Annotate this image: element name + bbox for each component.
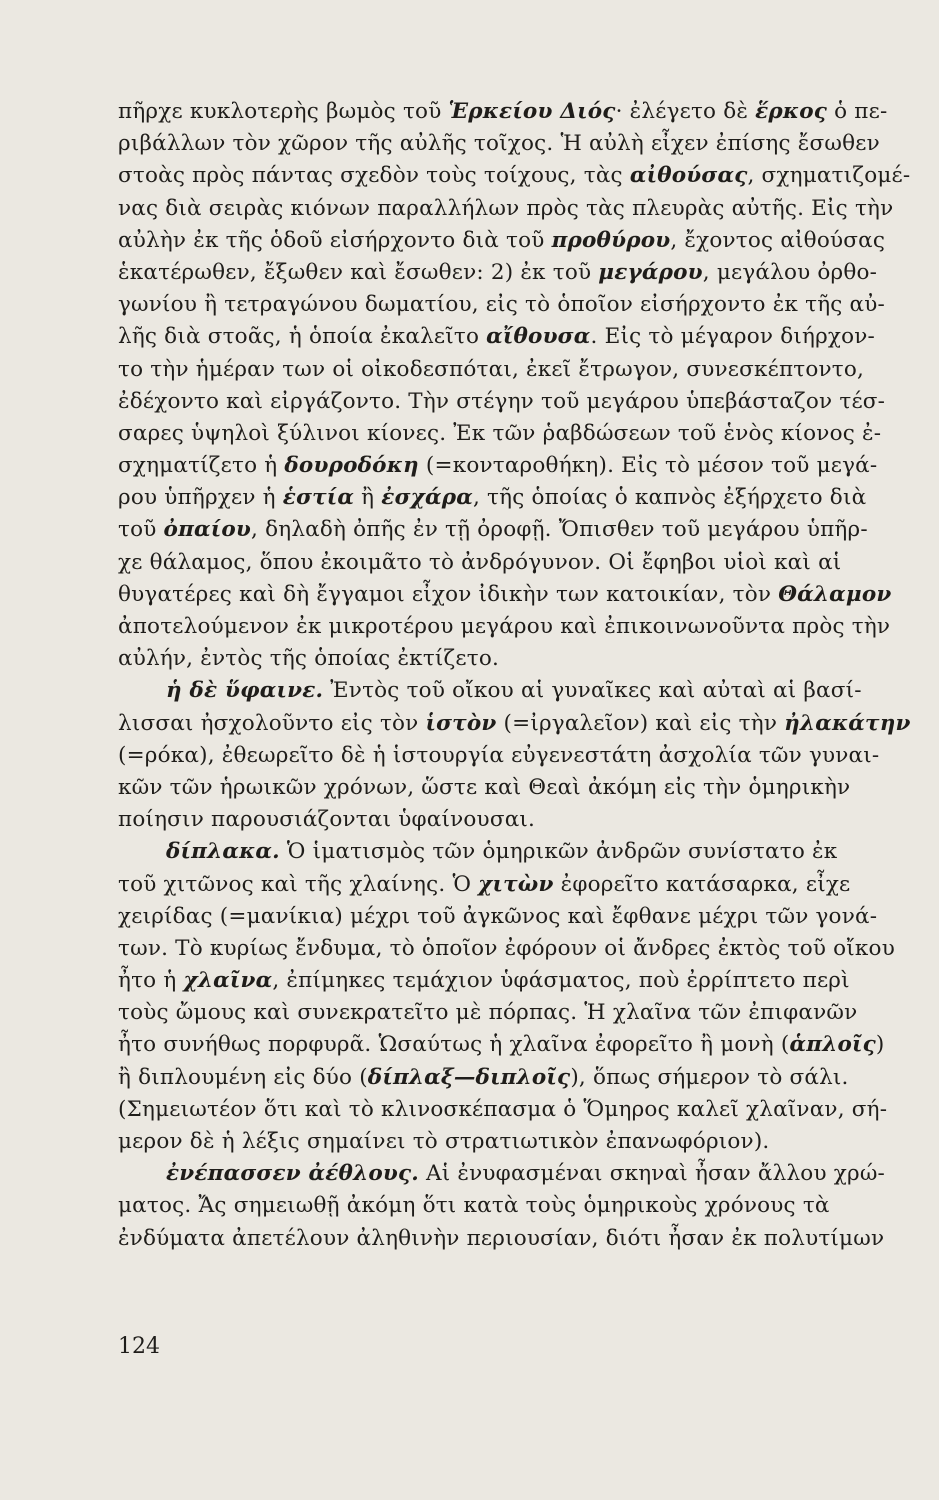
- text-line: [118, 1126, 939, 1158]
- text-segment: · ἐλέγετο δὲ: [615, 99, 756, 124]
- text-line: [118, 386, 939, 418]
- text-segment: ματος. Ἄς σημειωθῇ ἀκόμη ὅτι κατὰ τοὺς ὁμηρικοὺς χρόνους τὰ: [118, 1193, 830, 1219]
- text-segment: ποίησιν παρουσιάζονται ὑφαίνουσαι.: [118, 807, 536, 833]
- text-line: [118, 708, 939, 740]
- text-segment: το τὴν ἡμέραν των οἱ οἰκοδεσπόται, ἐκεῖ ἔτρωγον, συνεσκέπτοντο,: [118, 356, 865, 382]
- text-segment: τοὺς ὤμους καὶ συνεκρατεῖτο μὲ πόρπας. Ἡ χλαῖνα τῶν ἐπιφανῶν: [118, 1000, 858, 1026]
- emphasized-term: χλαῖνα: [183, 968, 273, 994]
- text-segment: ), ὅπως σήμερον τὸ σάλι.: [570, 1064, 849, 1090]
- text-segment: , δηλαδὴ ὀπῆς ἐν τῇ ὀροφῇ. Ὄπισθεν τοῦ μεγάρου ὑπῆρ-: [251, 517, 868, 543]
- emphasized-term: δίπλακα.: [166, 839, 280, 865]
- text-segment: σχηματίζετο ἡ: [118, 453, 285, 479]
- text-line: [118, 225, 939, 257]
- emphasized-term: ἱστὸν: [425, 710, 497, 736]
- text-line: [118, 643, 939, 675]
- emphasized-term: ἐσχάρα: [381, 485, 473, 511]
- text-line: [118, 128, 939, 160]
- text-segment: τοῦ: [118, 517, 164, 543]
- emphasized-term: δίπλαξ—διπλοῖς: [367, 1064, 571, 1090]
- emphasized-term: ἁπλοῖς: [789, 1032, 876, 1058]
- text-segment: (=ρόκα), ἐθεωρεῖτο δὲ ἡ ἱστουργία εὐγενεστάτη ἀσχολία τῶν γυναι-: [118, 742, 880, 768]
- text-line: [118, 901, 939, 933]
- text-line: [118, 514, 939, 546]
- text-segment: ἢ διπλουμένη εἰς δύο (: [118, 1064, 368, 1090]
- text-line: [118, 96, 939, 128]
- text-segment: Ἐντὸς τοῦ οἴκου αἱ γυναῖκες καὶ αὐταὶ αἱ βασί-: [323, 678, 862, 704]
- text-line: [118, 547, 939, 579]
- text-segment: σαρες ὑψηλοὶ ξύλινοι κίονες. Ἐκ τῶν ῥαβδώσεων τοῦ ἑνὸς κίονος ἐ-: [118, 420, 882, 446]
- text-line: [118, 1190, 939, 1222]
- text-segment: ἐδέχοντο καὶ εἰργάζοντο. Τὴν στέγην τοῦ μεγάρου ὑπεβάσταζον τέσ-: [118, 388, 886, 414]
- text-segment: ἐνδύματα ἀπετέλουν ἀληθινὴν περιουσίαν, διότι ἦσαν ἐκ πολυτίμων: [118, 1225, 885, 1251]
- emphasized-term: Θάλαμον: [778, 581, 892, 607]
- text-line: [118, 804, 939, 836]
- emphasized-term: ὀπαίου: [163, 517, 252, 543]
- text-segment: ἀποτελούμενον ἐκ μικροτέρου μεγάρου καὶ ἐπικοινωνοῦντα πρὸς τὴν: [118, 614, 891, 639]
- text-segment: , μεγάλου ὀρθο-: [702, 259, 878, 285]
- text-segment: ): [875, 1032, 885, 1058]
- text-segment: Ὁ ἱματισμὸς τῶν ὁμηρικῶν ἀνδρῶν συνίστατο ἐκ: [279, 839, 838, 865]
- text-segment: ἐφορεῖτο κατάσαρκα, εἶχε: [553, 871, 851, 897]
- text-segment: ρου ὑπῆρχεν ἡ: [118, 485, 283, 511]
- text-segment: (=κονταροθήκη). Εἰς τὸ μέσον τοῦ μεγά-: [418, 453, 878, 479]
- page-number: 124: [118, 1334, 160, 1359]
- text-segment: πῆρχε κυκλοτερὴς βωμὸς τοῦ: [118, 99, 449, 124]
- text-segment: αὐλὴν ἐκ τῆς ὁδοῦ εἰσήρχοντο διὰ τοῦ: [118, 227, 552, 253]
- text-segment: , ἔχοντος αἰθούσας: [670, 227, 886, 253]
- text-segment: ἑκατέρωθεν, ἔξωθεν καὶ ἔσωθεν: 2) ἐκ τοῦ: [118, 259, 599, 285]
- text-segment: ἢ: [354, 485, 382, 511]
- text-segment: ἦτο συνήθως πορφυρᾶ. Ὡσαύτως ἡ χλαῖνα ἐφορεῖτο ἢ μονὴ (: [118, 1032, 790, 1058]
- text-line: [118, 354, 939, 386]
- text-line: [118, 160, 939, 192]
- text-segment: (Σημειωτέον ὅτι καὶ τὸ κλινοσκέπασμα ὁ Ὅμηρος καλεῖ χλαῖναν, σή-: [118, 1096, 888, 1122]
- text-segment: ὁ πε-: [827, 99, 888, 124]
- text-line: [118, 675, 939, 707]
- text-segment: , τῆς ὁποίας ὁ καπνὸς ἐξήρχετο διὰ: [472, 485, 867, 511]
- text-segment: μερον δὲ ἡ λέξις σημαίνει τὸ στρατιωτικὸν ἐπανωφόριον).: [118, 1129, 770, 1154]
- text-segment: λισσαι ἠσχολοῦντο εἰς τὸν: [118, 710, 426, 736]
- text-segment: Αἱ ἐνυφασμέναι σκηναὶ ἦσαν ἄλλου χρώ-: [418, 1161, 886, 1187]
- text-segment: αὐλήν, ἐντὸς τῆς ὁποίας ἐκτίζετο.: [118, 646, 500, 672]
- emphasized-term: Ἑρκείου Διός: [448, 99, 616, 124]
- emphasized-term: μεγάρου: [598, 259, 703, 285]
- text-line: [118, 869, 939, 901]
- text-line: [118, 1158, 939, 1190]
- text-segment: ριβάλλων τὸν χῶρον τῆς αὐλῆς τοῖχος. Ἡ αὐλὴ εἶχεν ἐπίσης ἔσωθεν: [118, 131, 880, 157]
- text-segment: στοὰς πρὸς πάντας σχεδὸν τοὺς τοίχους, τὰς: [118, 163, 630, 189]
- emphasized-term: αἰθούσας: [629, 163, 748, 189]
- emphasized-term: προθύρου: [551, 227, 671, 253]
- emphasized-term: ἐνέπασσεν ἀέθλους.: [166, 1161, 419, 1187]
- text-segment: . Εἰς τὸ μέγαρον διήρχον-: [590, 324, 876, 350]
- text-line: [118, 965, 939, 997]
- emphasized-term: ἡ δὲ ὕφαινε.: [166, 678, 324, 704]
- text-segment: κῶν τῶν ἡρωικῶν χρόνων, ὥστε καὶ Θεαὶ ἀκόμη εἰς τὴν ὁμηρικὴν: [118, 774, 851, 800]
- text-segment: νας διὰ σειρὰς κιόνων παραλλήλων πρὸς τὰς πλευρὰς αὐτῆς. Εἰς τὴν: [118, 195, 894, 221]
- text-line: [118, 1029, 939, 1061]
- text-line: [118, 450, 939, 482]
- text-segment: , ἐπίμηκες τεμάχιον ὑφάσματος, ποὺ ἐρρίπτετο περὶ: [272, 968, 850, 994]
- text-line: [118, 611, 939, 643]
- text-segment: θυγατέρες καὶ δὴ ἔγγαμοι εἶχον ἰδικὴν των κατοικίαν, τὸν: [118, 581, 779, 607]
- emphasized-term: ἠλακάτην: [784, 710, 911, 736]
- text-segment: λῆς διὰ στοᾶς, ἡ ὁποία ἐκαλεῖτο: [118, 324, 487, 350]
- emphasized-term: ἑστία: [282, 485, 355, 511]
- emphasized-term: χιτὼν: [478, 871, 554, 897]
- text-segment: ἦτο ἡ: [118, 968, 184, 994]
- emphasized-term: αἴθουσα: [486, 324, 591, 350]
- text-line: [118, 836, 939, 868]
- text-segment: τοῦ χιτῶνος καὶ τῆς χλαίνης. Ὁ: [118, 871, 479, 897]
- text-segment: των. Τὸ κυρίως ἔνδυμα, τὸ ὁποῖον ἐφόρουν οἱ ἄνδρες ἐκτὸς τοῦ οἴκου: [118, 935, 895, 961]
- text-line: [118, 772, 939, 804]
- text-line: [118, 321, 939, 353]
- text-segment: γωνίου ἢ τετραγώνου δωματίου, εἰς τὸ ὁποῖον εἰσήρχοντο ἐκ τῆς αὐ-: [118, 292, 886, 318]
- text-line: [118, 997, 939, 1029]
- text-line: [118, 193, 939, 225]
- text-line: [118, 289, 939, 321]
- body-text: [118, 96, 939, 1255]
- text-segment: χε θάλαμος, ὅπου ἐκοιμᾶτο τὸ ἀνδρόγυνον. Οἱ ἔφηβοι υἱοὶ καὶ αἱ: [118, 549, 842, 575]
- text-line: [118, 740, 939, 772]
- text-segment: χειρίδας (=μανίκια) μέχρι τοῦ ἀγκῶνος καὶ ἔφθανε μέχρι τῶν γονά-: [118, 903, 878, 929]
- text-line: [118, 482, 939, 514]
- text-line: [118, 257, 939, 289]
- emphasized-term: ἕρκος: [755, 99, 828, 124]
- text-line: [118, 933, 939, 965]
- text-segment: (=ἰργαλεῖον) καὶ εἰς τὴν: [496, 710, 785, 736]
- emphasized-term: δουροδόκη: [284, 453, 419, 479]
- text-line: [118, 579, 939, 611]
- text-line: [118, 1094, 939, 1126]
- text-segment: , σχηματιζομέ-: [747, 163, 911, 189]
- text-line: [118, 1223, 939, 1255]
- text-line: [118, 1062, 939, 1094]
- text-line: [118, 418, 939, 450]
